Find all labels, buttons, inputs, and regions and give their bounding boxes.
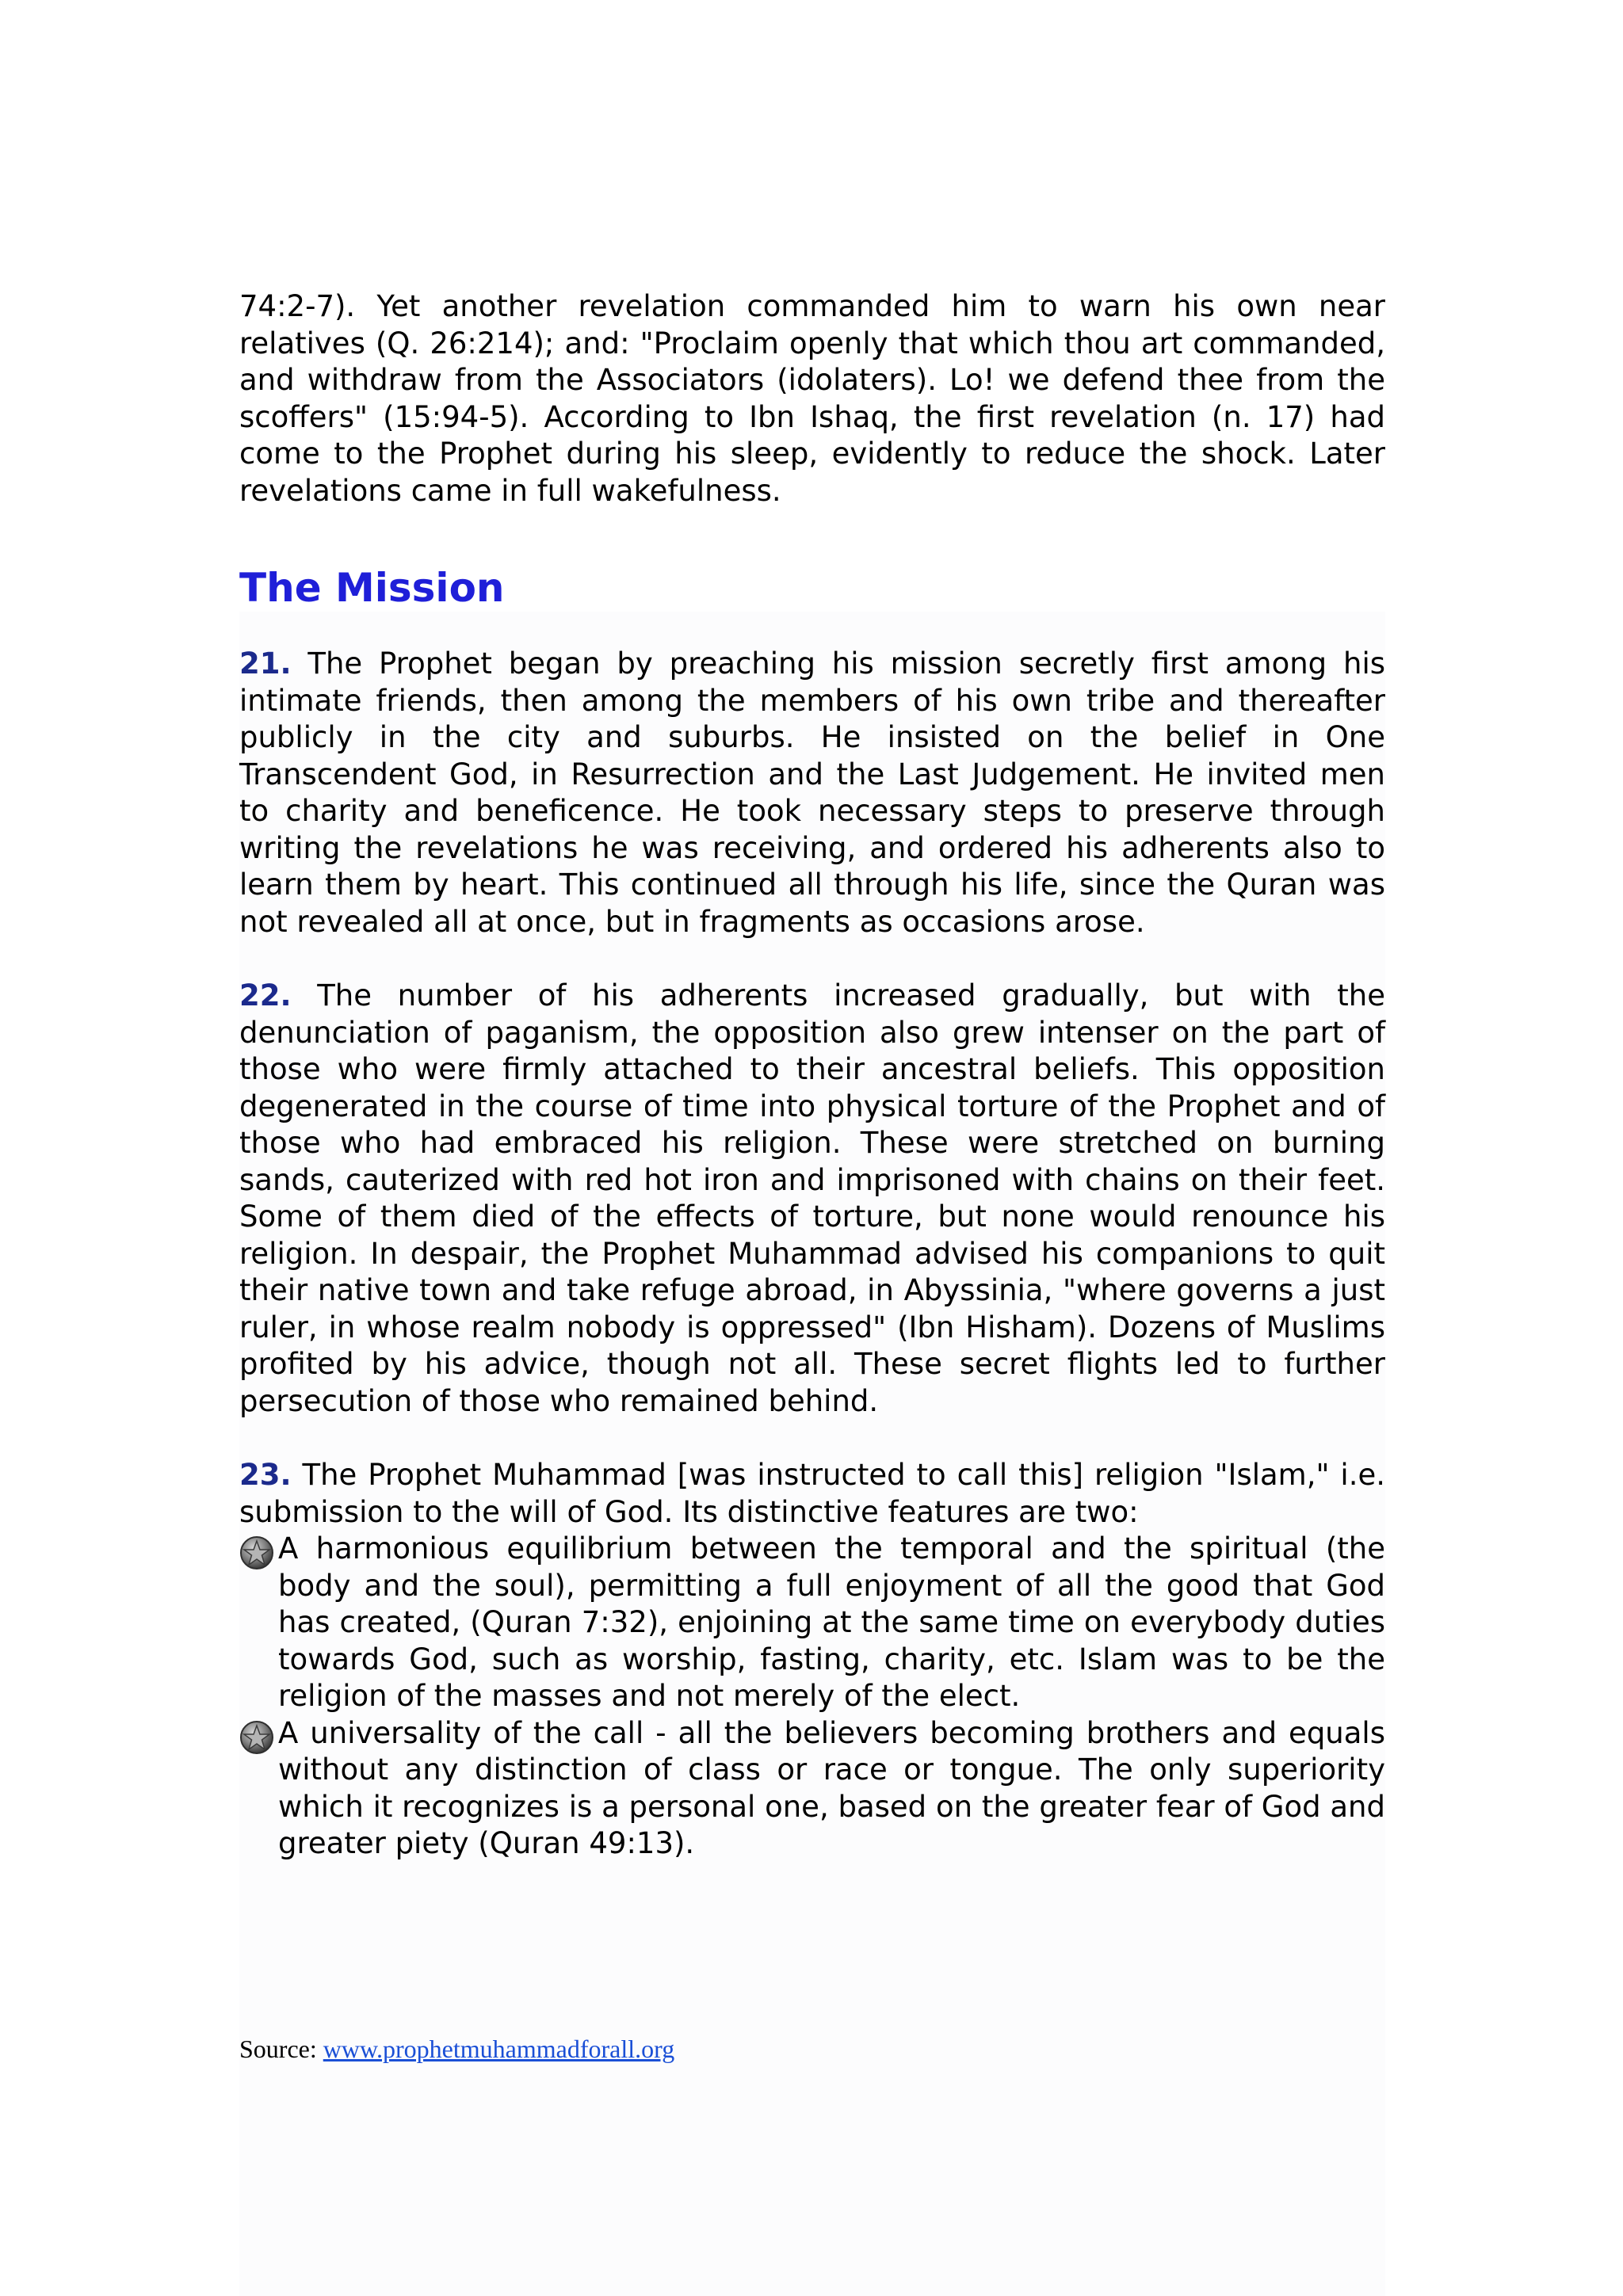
paragraph-number: 21.: [239, 646, 292, 681]
paragraph-text: The number of his adherents increased gradually, but with the denunciation of paganism, the opposition also grew intenser on the part of those who were firmly attached to their ancestral beliefs. This opposition degenerated in the course of time into physical torture of the Prophet and of those who had embraced his religion. These were stretched on burning sands, cauterized with red hot iron and imprisoned with chains on their feet. Some of them died of the effects of torture, but none would renounce his religion. In despair, the Prophet Muhammad advised his companions to quit their native town and take refuge abroad, in Abyssinia, "where governs a just ruler, in whose realm nobody is oppressed" (Ibn Hisham). Dozens of Muslims profited by his advice, though not all. These secret flights led to further persecution of those who remained behind.: [239, 978, 1385, 1418]
paragraph-number: 23.: [239, 1458, 292, 1492]
intro-paragraph: 74:2-7). Yet another revelation commanded him to warn his own near relatives (Q. 26:214); and: "Proclaim openly that which thou art commanded, and withdraw from the Associators (idolaters). Lo! we defend thee from the scoffers" (15:94-5). According to Ibn Ishaq, the first revelation (n. 17) had come to the Prophet during his sleep, evidently to reduce the shock. Later revelations came in full wakefulness.: [239, 289, 1385, 508]
paragraph-number: 22.: [239, 978, 292, 1013]
star-badge-icon: [239, 1535, 274, 1570]
paragraph-text: The Prophet Muhammad [was instructed to call this] religion "Islam," i.e. submission to the will of God. Its distinctive features are two:: [239, 1458, 1385, 1529]
section-heading: The Mission: [239, 565, 505, 611]
paragraph-text: The Prophet began by preaching his mission secretly first among his intimate friends, then among the members of his own tribe and thereafter publicly in the city and suburbs. He insisted on the belief in One Transcendent God, in Resurrection and the Last Judgement. He invited men to charity and beneficence. He took necessary steps to preserve through writing the revelations he was receiving, and ordered his adherents also to learn them by heart. This continued all through his life, since the Quran was not revealed all at once, but in fragments as occasions arose.: [239, 646, 1385, 939]
paragraph-23: [239, 1457, 1385, 1531]
source-link[interactable]: www.prophetmuhammadforall.org: [323, 2035, 675, 2063]
star-badge-icon: [239, 1720, 274, 1755]
document-page: [239, 288, 1385, 1863]
list-item: [239, 1531, 1385, 1715]
feature-list: [239, 1531, 1385, 1863]
list-item: [239, 1715, 1385, 1863]
list-item-text: A harmonious equilibrium between the temporal and the spiritual (the body and the soul), permitting a full enjoyment of all the good that God has created, (Quran 7:32), enjoining at the same time on everybody duties towards God, such as worship, fasting, charity, etc. Islam was to be the religion of the masses and not merely of the elect.: [278, 1531, 1385, 1713]
list-item-text: A universality of the call - all the believers becoming brothers and equals without any distinction of class or race or tongue. The only superiority which it recognizes is a personal one, based on the greater fear of God and greater piety (Quran 49:13).: [278, 1715, 1385, 1860]
paragraph-22: [239, 978, 1385, 1420]
paragraph-21: [239, 646, 1385, 940]
source-label: Source:: [239, 2035, 317, 2063]
source-footer: [239, 2035, 674, 2064]
